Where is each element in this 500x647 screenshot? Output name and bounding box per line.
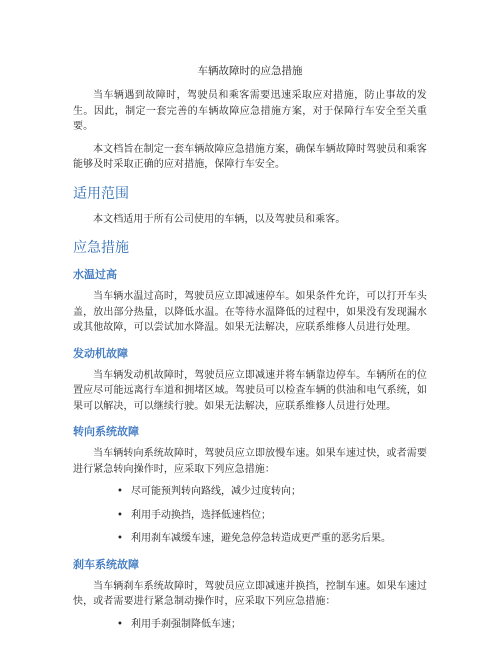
bullet-icon: • [117, 509, 123, 521]
bullet-icon: • [117, 533, 123, 544]
intro-paragraph-1: 当车辆遇到故障时，驾驶员和乘客需要迅速采取应对措施，防止事故的发生。因此，制定一套完善的车辆故障应急措施方案，对于保障行车安全至关重要。 [73, 90, 427, 132]
list-item [73, 508, 427, 524]
scope-paragraph: 本文档适用于所有公司使用的车辆，以及驾驶员和乘客。 [93, 213, 346, 225]
heading-overheating: 水温过高 [73, 268, 117, 281]
list-item [73, 484, 427, 500]
list-item-text: 利用手刹强制降低车速； [131, 618, 241, 630]
steering-measures-list [73, 484, 427, 547]
brake-measures-list [73, 617, 427, 633]
list-item [73, 617, 427, 633]
list-item-text: 利用手动换挡，选择低速档位； [131, 509, 271, 521]
intro-paragraph-2: 本文档旨在制定一套车辆故障应急措施方案，确保车辆故障时驾驶员和乘客能够及时采取正确的应对措施，保障行车安全。 [73, 143, 427, 170]
document-title: 车辆故障时的应急措施 [197, 65, 303, 77]
list-item-text: 尽可能预判转向路线，减少过度转向； [131, 486, 301, 497]
list-item-text: 利用刹车减缓车速，避免急停急转造成更严重的恶劣后果。 [131, 533, 391, 544]
heading-brake-failure: 刹车系统故障 [73, 557, 139, 571]
brake-failure-paragraph: 当车辆刹车系统故障时，驾驶员应立即减速并换挡，控制车速。如果车速过快，或者需要进行紧急制动操作时，应采取下列应急措施： [73, 580, 427, 607]
steering-failure-paragraph: 当车辆转向系统故障时，驾驶员应立即放慢车速。如果车速过快，或者需要进行紧急转向操作时，应采取下列应急措施： [73, 448, 427, 475]
heading-engine-failure: 发动机故障 [73, 346, 128, 360]
heading-emergency-measures: 应急措施 [73, 240, 129, 256]
heading-scope: 适用范围 [73, 185, 129, 202]
overheating-paragraph: 当车辆水温过高时，驾驶员应立即减速停车。如果条件允许，可以打开车头盖，放出部分热量，以降低水温。在等待水温降低的过程中，如果没有发现漏水或其他故障，可以尝试加水降温。如果无法解决，应联系维修人员进行处理。 [73, 291, 427, 333]
bullet-icon: • [117, 486, 123, 497]
heading-steering-failure: 转向系统故障 [73, 425, 139, 438]
engine-failure-paragraph: 当车辆发动机故障时，驾驶员应立即减速并将车辆靠边停车。车辆所在的位置应尽可能远离行车道和拥堵区域。驾驶员可以检查车辆的供油和电气系统，如果可以解决，可以继续行驶。如果无法解决，应联系维修人员进行处理。 [73, 369, 427, 412]
list-item [73, 531, 427, 547]
bullet-icon: • [117, 618, 123, 630]
